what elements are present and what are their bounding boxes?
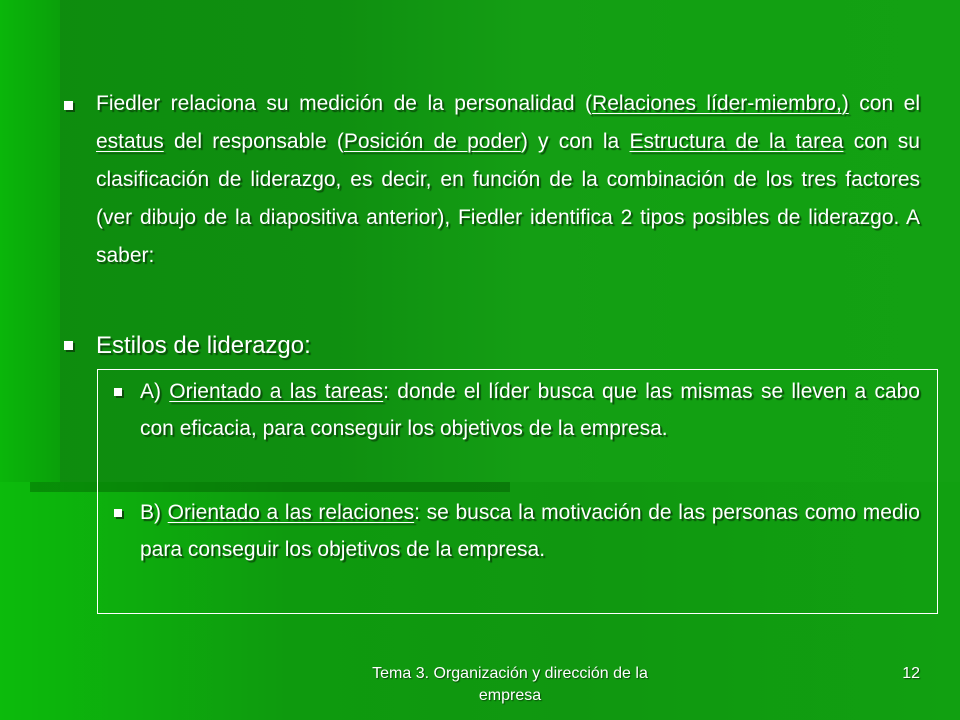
square-bullet-icon bbox=[114, 509, 122, 517]
item-orientado-tareas: A) Orientado a las tareas: donde el líder busca que las mismas se lleven a cabo con eficacia, para conseguir los objetivos de la empresa. bbox=[140, 380, 920, 440]
square-bullet-icon bbox=[64, 101, 73, 110]
heading-estilos: Estilos de liderazgo: bbox=[96, 332, 311, 359]
square-bullet-icon bbox=[114, 388, 122, 396]
square-bullet-icon bbox=[64, 341, 73, 350]
page-number: 12 bbox=[902, 665, 920, 682]
paragraph-fiedler: Fiedler relaciona su medición de la personalidad (Relaciones líder-miembro,) con el estatus del responsable (Posición de poder) y con la Estructura de la tarea con su clasificación de liderazgo, es decir, en función de la combinación de los tres factores (ver dibujo de la diapositiva anterior), Fiedler identifica 2 tipos posibles de liderazgo. A saber: bbox=[96, 92, 920, 267]
footer-title: Tema 3. Organización y dirección de la empresa bbox=[372, 665, 648, 704]
item-orientado-relaciones: B) Orientado a las relaciones: se busca la motivación de las personas como medio para conseguir los objetivos de la empresa. bbox=[140, 501, 920, 561]
